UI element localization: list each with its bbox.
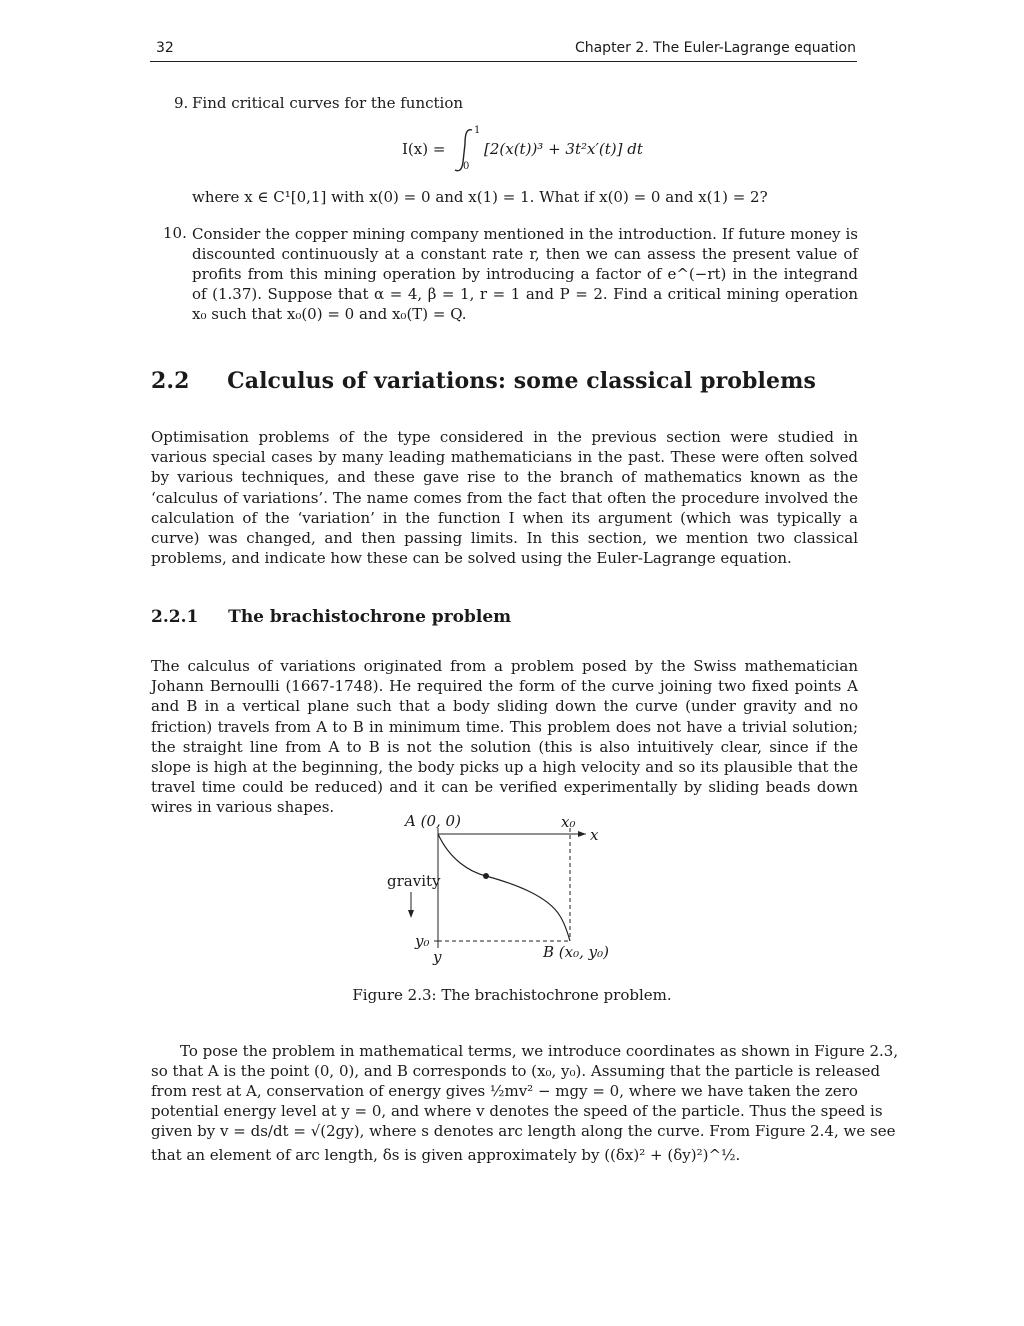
section-heading: [151, 368, 816, 394]
exercise-number-10: 10.: [163, 224, 187, 242]
integral-lower-limit: 0: [463, 161, 470, 172]
final-line-3: from rest at A, conservation of energy gives ½mv² − mgy = 0, where we have taken the zero: [151, 1082, 858, 1100]
label-y0: y₀: [415, 932, 430, 950]
running-title: Chapter 2. The Euler-Lagrange equation: [574, 40, 856, 56]
label-B: B (x₀, y₀): [543, 943, 609, 961]
final-line-2: so that A is the point (0, 0), and B corresponds to (x₀, y₀). Assuming that the particle is released: [151, 1062, 881, 1080]
section-number: 2.2: [151, 368, 190, 394]
label-gravity: gravity: [387, 872, 441, 890]
exercise-9-intro: Find critical curves for the function: [192, 94, 464, 112]
sliding-curve: [438, 834, 570, 941]
subsection-heading: [151, 607, 511, 627]
final-line-1: To pose the problem in mathematical terms, we introduce coordinates as shown in Figure 2.3,: [180, 1042, 899, 1060]
exercise-9-conditions: where x ∈ C¹[0,1] with x(0) = 0 and x(1) = 1. What if x(0) = 0 and x(1) = 2?: [192, 188, 768, 206]
subsection-number: 2.2.1: [151, 607, 199, 627]
subsection-title: The brachistochrone problem: [228, 607, 512, 627]
header-rule: [150, 61, 857, 62]
section-paragraph: Optimisation problems of the type considered in the previous section were studied in various special cases by many leading mathematicians in the past. These were often solved by various techniques, and these gave rise to the branch of mathematics known as the ‘calculus of variations’. The name comes from the fact that often the procedure involved the calculation of the ‘variation’ in the function I when its argument (which was typically a curve) was changed, and then passing limits. In this section, we mention two classical problems, and indicate how these can be solved using the Euler-Lagrange equation.: [151, 428, 858, 568]
label-x: x: [590, 826, 599, 844]
integral-upper-limit: 1: [474, 125, 481, 136]
label-x0: x₀: [561, 813, 576, 831]
final-line-5: given by v = ds/dt = √(2gy), where s denotes arc length along the curve. From Figure 2.4, we see: [151, 1122, 896, 1140]
bead: [483, 873, 489, 879]
final-line-6: that an element of arc length, δs is given approximately by ((δx)² + (δy)²)^½.: [151, 1146, 741, 1164]
equation-lhs: I(x) =: [402, 140, 446, 158]
exercise-9-equation: [402, 140, 445, 158]
page-number: 32: [156, 40, 174, 56]
integrand: [2(x(t))³ + 3t²x′(t)] dt: [484, 140, 643, 158]
exercise-10-text: Consider the copper mining company mentioned in the introduction. If future money is discounted continuously at a constant rate r, then we can assess the present value of profits from this mining operation by introducing a factor of e^(−rt) in the integrand of (1.37). Suppose that α = 4, β = 1, r = 1 and P = 2. Find a critical mining operation x₀ such that x₀(0) = 0 and x₀(T) = Q.: [192, 225, 858, 323]
label-A: A (0, 0): [405, 812, 461, 830]
exercise-number-9: 9.: [174, 94, 189, 112]
x-axis-arrow: [578, 831, 586, 837]
final-line-4: potential energy level at y = 0, and where v denotes the speed of the particle. Thus the speed is: [151, 1102, 883, 1120]
section-title: Calculus of variations: some classical problems: [227, 368, 816, 394]
gravity-arrow-head: [408, 910, 414, 918]
figure-caption: Figure 2.3: The brachistochrone problem.: [352, 986, 672, 1004]
subsection-paragraph: The calculus of variations originated from a problem posed by the Swiss mathematician Johann Bernoulli (1667-1748). He required the form of the curve joining two fixed points A and B in a vertical plane such that a body sliding down the curve (under gravity and no friction) travels from A to B in minimum time. This problem does not have a trivial solution; the straight line from A to B is not the solution (this is also intuitively clear, since if the slope is high at the beginning, the body picks up a high velocity and so its plausible that the travel time could be reduced) and it can be verified experimentally by sliding beads down wires in various shapes.: [151, 657, 858, 817]
label-y: y: [433, 948, 442, 966]
